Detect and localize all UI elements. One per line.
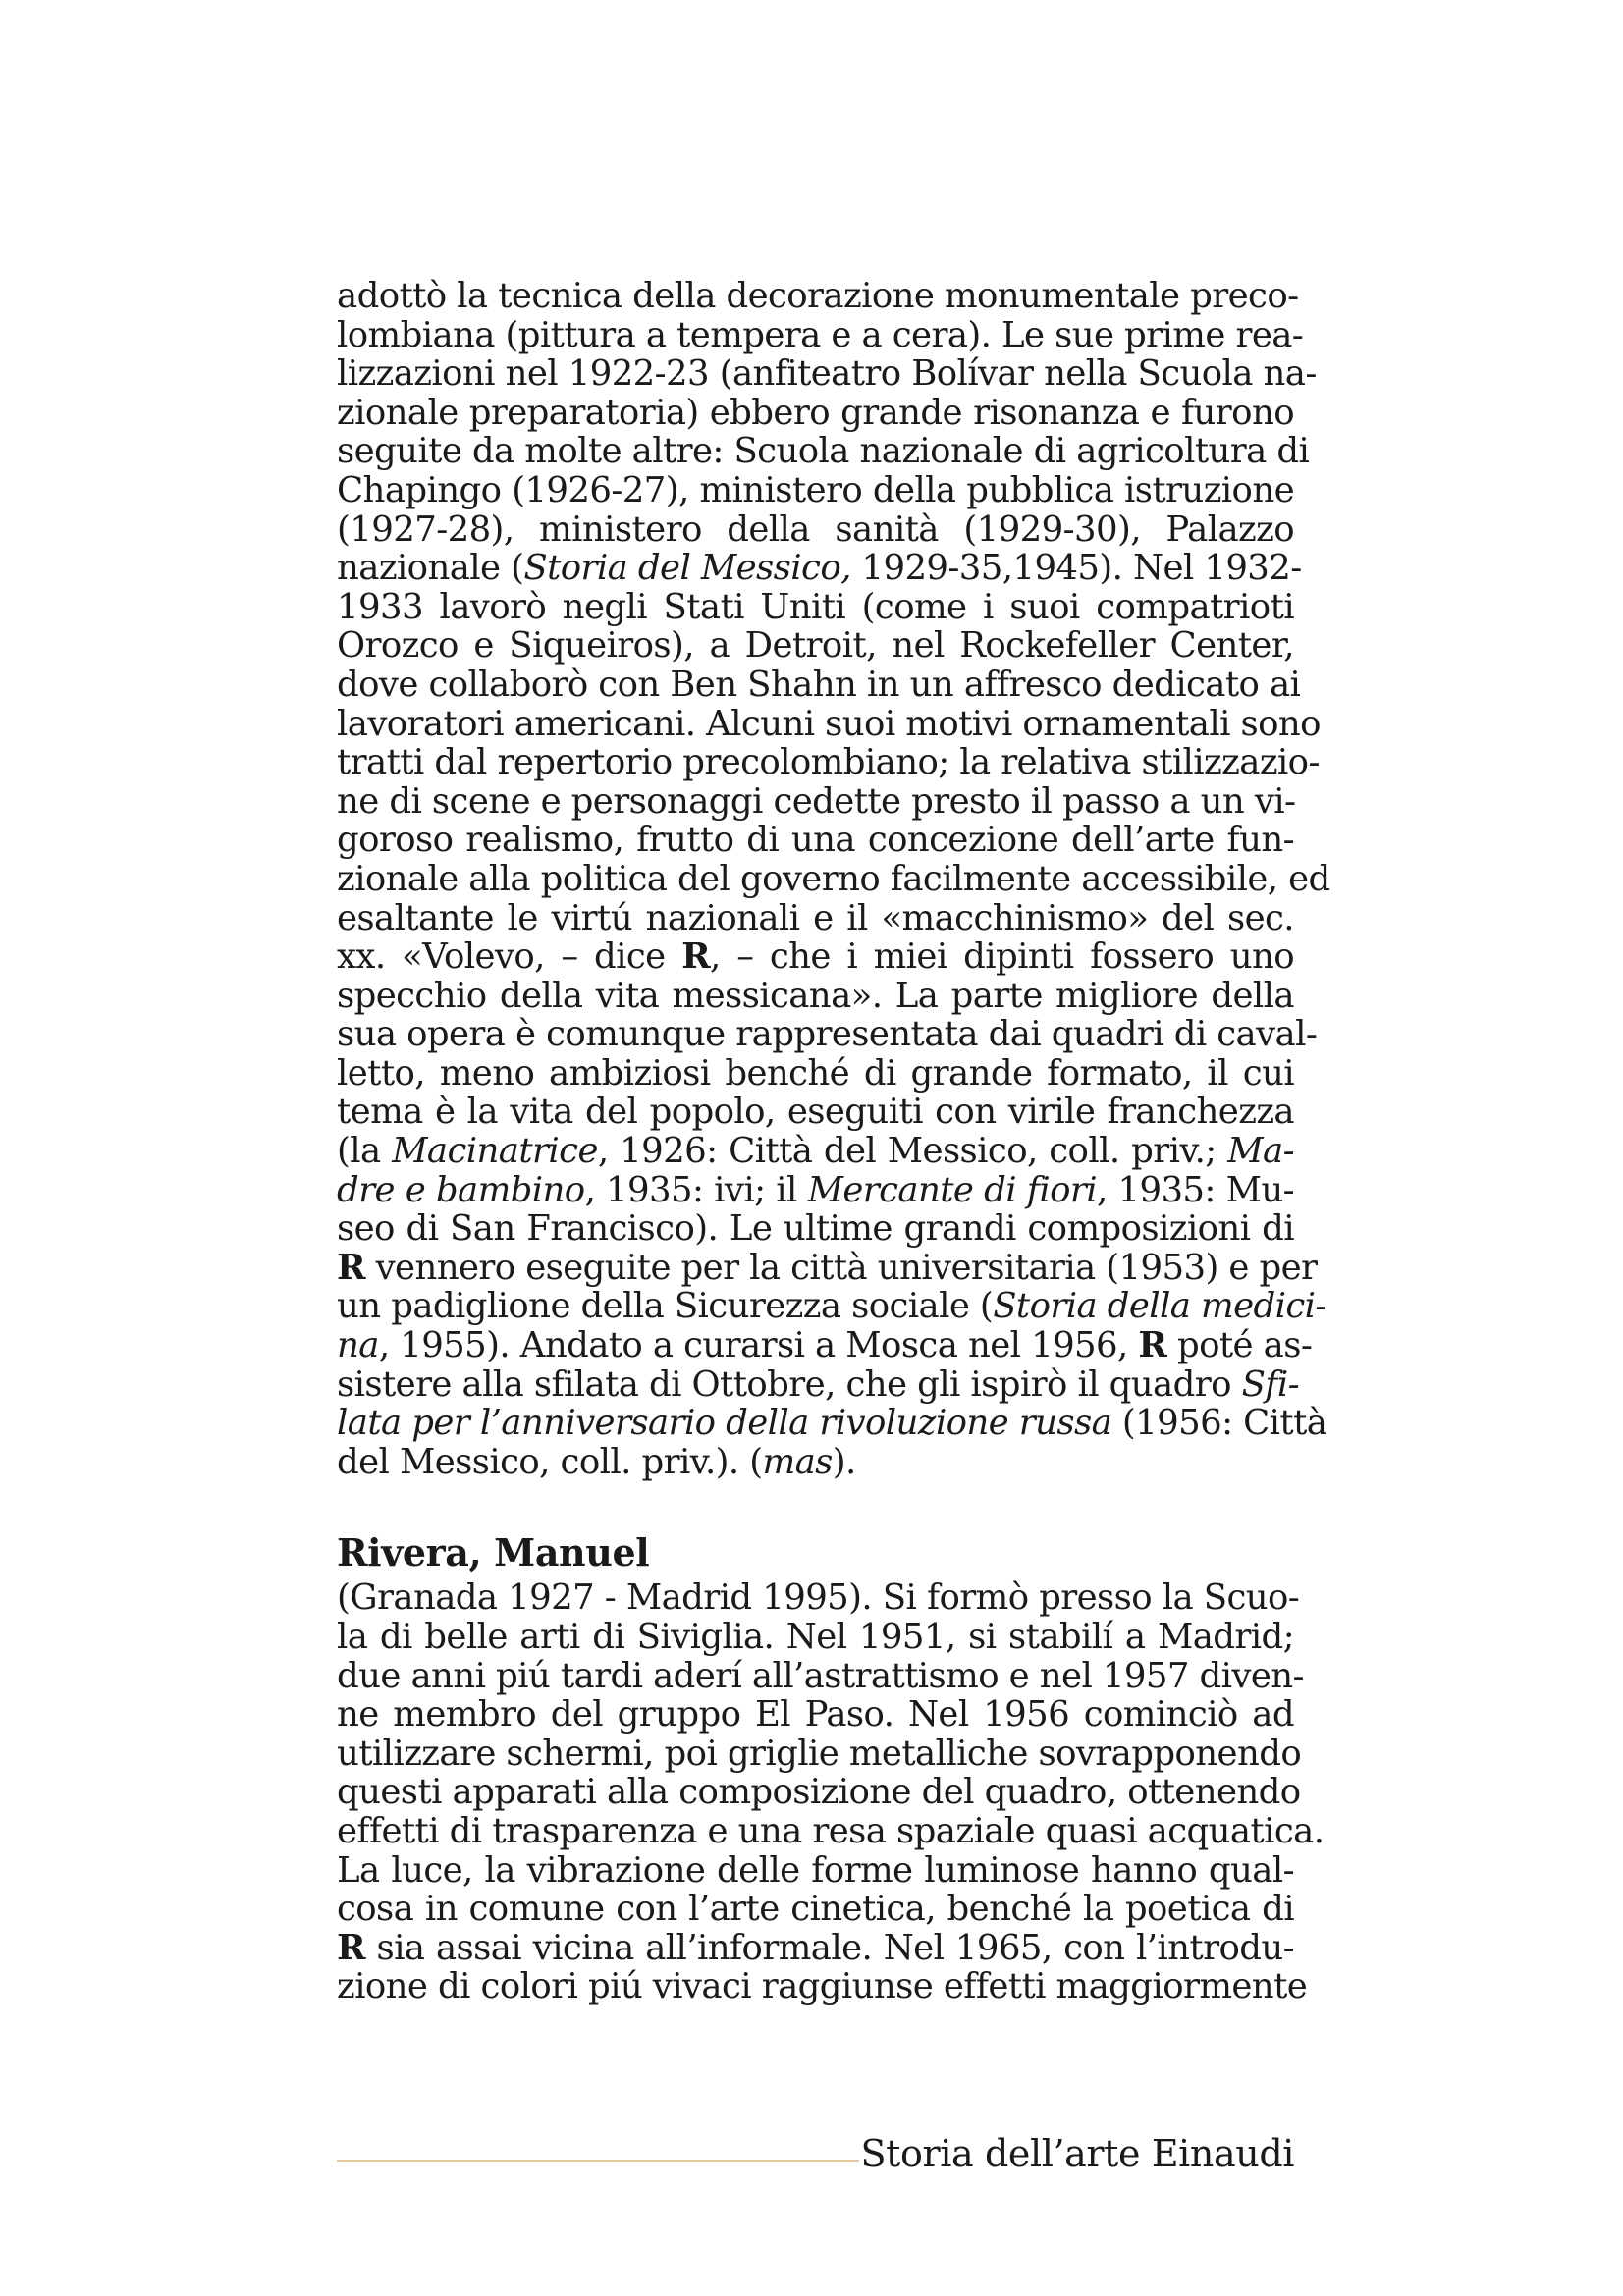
- entry-rivera-manuel-body: [337, 1577, 1325, 2007]
- text-line: zionale alla politica del governo facilmente accessibile, ed: [337, 858, 1330, 899]
- text-line: tratti dal repertorio precolombiano; la relativa stilizzazio-: [337, 742, 1320, 783]
- text-line: sua opera è comunque rappresentata dai quadri di caval-: [337, 1014, 1318, 1055]
- italic-title: Storia del Messico,: [523, 548, 851, 589]
- page-body: [337, 276, 1330, 2007]
- italic-title: dre e bambino: [337, 1169, 585, 1210]
- text-line: tema è la vita del popolo, eseguiti con virile franchezza: [337, 1092, 1294, 1133]
- text-line: nazionale (Storia del Messico, 1929-35,1945). Nel 1932-: [337, 548, 1302, 589]
- italic-title: Macinatrice: [392, 1131, 598, 1172]
- bold-abbreviation: R: [681, 936, 710, 978]
- text-line: R sia assai vicina all’informale. Nel 1965, con l’introdu-: [337, 1927, 1294, 1968]
- italic-title: Mercante di fiori: [807, 1169, 1097, 1210]
- footer-title: Storia dell’arte Einaudi: [860, 2132, 1294, 2175]
- text-line: un padiglione della Sicurezza sociale (Storia della medici-: [337, 1286, 1326, 1327]
- text-line: specchio della vita messicana». La parte migliore della: [337, 975, 1294, 1016]
- text-line: utilizzare schermi, poi griglie metalliche sovrapponendo: [337, 1733, 1302, 1774]
- italic-title: na: [337, 1325, 379, 1366]
- italic-title: mas: [762, 1441, 833, 1482]
- text-line: effetti di trasparenza e una resa spaziale quasi acquatica.: [337, 1810, 1325, 1851]
- italic-title: Storia della medici-: [993, 1286, 1326, 1327]
- text-line: lata per l’anniversario della rivoluzione russa (1956: Città: [337, 1403, 1327, 1444]
- text-line: del Messico, coll. priv.). (mas).: [337, 1441, 856, 1482]
- text-line: zione di colori piú vivaci raggiunse effetti maggiormente: [337, 1966, 1308, 2007]
- text-line: (Granada 1927 - Madrid 1995). Si formò presso la Scuo-: [337, 1577, 1300, 1619]
- text-line: Orozco e Siqueiros), a Detroit, nel Rockefeller Center,: [337, 625, 1294, 667]
- italic-title: Ma-: [1227, 1131, 1294, 1172]
- entry-rivera-diego-continuation: [337, 276, 1330, 1482]
- text-line: seguite da molte altre: Scuola nazionale di agricoltura di: [337, 431, 1310, 472]
- text-line: (la Macinatrice, 1926: Città del Messico, coll. priv.; Ma-: [337, 1131, 1294, 1172]
- text-line: letto, meno ambiziosi benché di grande formato, il cui: [337, 1052, 1294, 1094]
- text-line: na, 1955). Andato a curarsi a Mosca nel 1956, R poté as-: [337, 1325, 1313, 1366]
- page-footer: [337, 2132, 1294, 2191]
- entry-heading: Rivera, Manuel: [337, 1530, 650, 1575]
- text-line: seo di San Francisco). Le ultime grandi composizioni di: [337, 1208, 1294, 1250]
- bold-abbreviation: R: [1138, 1325, 1167, 1366]
- text-line: lizzazioni nel 1922-23 (anfiteatro Bolívar nella Scuola na-: [337, 353, 1317, 395]
- text-line: (1927-28), ministero della sanità (1929-30), Palazzo: [337, 508, 1294, 550]
- text-line: lombiana (pittura a tempera e a cera). Le sue prime rea-: [337, 314, 1304, 355]
- text-line: lavoratori americani. Alcuni suoi motivi ornamentali sono: [337, 703, 1321, 744]
- text-line: adottò la tecnica della decorazione monumentale preco-: [337, 276, 1299, 316]
- text-line: due anni piú tardi aderí all’astrattismo e nel 1957 diven-: [337, 1655, 1304, 1696]
- text-line: cosa in comune con l’arte cinetica, benché la poetica di: [337, 1889, 1294, 1930]
- text-line: 1933 lavorò negli Stati Uniti (come i suoi compatrioti: [337, 586, 1294, 627]
- text-line: R vennero eseguite per la città universitaria (1953) e per: [337, 1247, 1318, 1288]
- text-line: ne di scene e personaggi cedette presto il passo a un vi-: [337, 780, 1296, 822]
- text-line: goroso realismo, frutto di una concezione dell’arte fun-: [337, 820, 1294, 861]
- text-line: La luce, la vibrazione delle forme luminose hanno qual-: [337, 1849, 1294, 1891]
- bold-abbreviation: R: [337, 1247, 365, 1288]
- bold-abbreviation: R: [337, 1927, 365, 1968]
- text-line: la di belle arti di Siviglia. Nel 1951, si stabilí a Madrid;: [337, 1617, 1294, 1657]
- footer-rule: [337, 2160, 859, 2162]
- text-line: zionale preparatoria) ebbero grande risonanza e furono: [337, 392, 1294, 433]
- text-line: xx. «Volevo, – dice R, – che i miei dipinti fossero uno: [337, 936, 1294, 978]
- text-line: dre e bambino, 1935: ivi; il Mercante di fiori, 1935: Mu-: [337, 1169, 1294, 1210]
- text-line: dove collaborò con Ben Shahn in un affresco dedicato ai: [337, 664, 1301, 705]
- text-line: esaltante le virtú nazionali e il «macchinismo» del sec.: [337, 897, 1294, 938]
- italic-title: Sfi-: [1241, 1363, 1299, 1405]
- text-line: ne membro del gruppo El Paso. Nel 1956 cominciò ad: [337, 1694, 1294, 1735]
- italic-title: lata per l’anniversario della rivoluzione russa: [337, 1403, 1112, 1444]
- text-line: Chapingo (1926-27), ministero della pubblica istruzione: [337, 469, 1294, 510]
- text-line: sistere alla sfilata di Ottobre, che gli ispirò il quadro Sfi-: [337, 1363, 1299, 1405]
- text-line: questi apparati alla composizione del quadro, ottenendo: [337, 1772, 1301, 1813]
